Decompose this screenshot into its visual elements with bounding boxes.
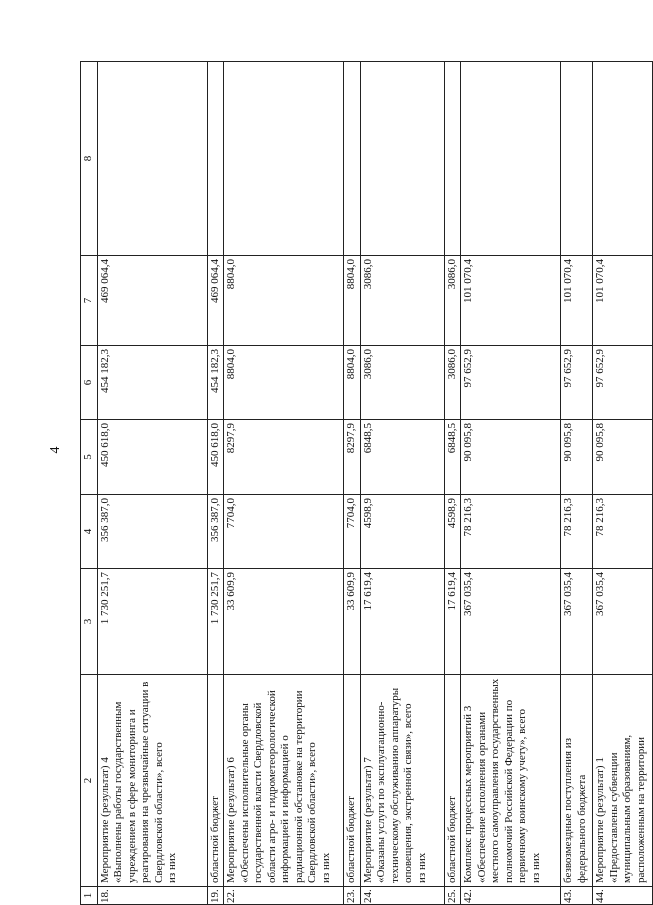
value-col-8 (444, 62, 461, 256)
value-col-5: 6848,5 (360, 420, 444, 495)
value-col-7: 3086,0 (360, 256, 444, 346)
value-col-5: 8297,9 (224, 420, 344, 495)
page-number: 4 (48, 446, 63, 454)
table-row (461, 62, 561, 905)
value-col-7: 8804,0 (224, 256, 344, 346)
value-col-8 (207, 62, 224, 256)
row-name: областной бюджет (207, 675, 224, 887)
header-cell-5: 5 (81, 420, 98, 495)
value-col-6: 3086,0 (360, 346, 444, 420)
row-number: 25. (444, 887, 461, 905)
value-col-7: 3086,0 (444, 256, 461, 346)
row-number: 42. (461, 887, 561, 905)
value-col-4: 356 387,0 (207, 495, 224, 569)
header-row (81, 62, 98, 905)
row-name: безвозмездные поступления из федерального бюджета (561, 675, 593, 887)
row-number: 23. (344, 887, 361, 905)
row-number: 44. (593, 887, 653, 905)
value-col-7: 101 070,4 (561, 256, 593, 346)
row-name: областной бюджет (444, 675, 461, 887)
value-col-6: 97 652,9 (561, 346, 593, 420)
header-cell-4: 4 (81, 495, 98, 569)
header-cell-7: 7 (81, 256, 98, 346)
value-col-6: 8804,0 (344, 346, 361, 420)
value-col-8 (360, 62, 444, 256)
value-col-7: 8804,0 (344, 256, 361, 346)
value-col-4: 7704,0 (344, 495, 361, 569)
value-col-8 (593, 62, 653, 256)
value-col-6: 454 182,3 (97, 346, 207, 420)
table-row (561, 62, 593, 905)
value-col-5: 450 618,0 (207, 420, 224, 495)
value-col-3: 33 609,9 (224, 569, 344, 675)
rotated-table-wrapper (80, 62, 647, 905)
value-col-8 (344, 62, 361, 256)
row-name: областной бюджет (344, 675, 361, 887)
value-col-4: 4598,9 (444, 495, 461, 569)
value-col-4: 78 216,3 (561, 495, 593, 569)
value-col-6: 97 652,9 (593, 346, 653, 420)
value-col-4: 78 216,3 (461, 495, 561, 569)
value-col-5: 90 095,8 (461, 420, 561, 495)
row-name: Комплекс процессных мероприятий 3 «Обеспечение исполнения органами местного самоуправления государственных полномочий Российской Федерации по первичному воинскому учету», всего из них (461, 675, 561, 887)
header-cell-8: 8 (81, 62, 98, 256)
row-number: 43. (561, 887, 593, 905)
value-col-7: 469 064,4 (97, 256, 207, 346)
table-row (344, 62, 361, 905)
value-col-7: 469 064,4 (207, 256, 224, 346)
value-col-3: 367 035,4 (561, 569, 593, 675)
value-col-4: 4598,9 (360, 495, 444, 569)
row-name: Мероприятие (результат) 6 «Обеспечены исполнительные органы государственной власти Свердловской области агро- и гидрометеорологической информацией и информацией о радиационной обстановке на территории Свердловской области», всего из них (224, 675, 344, 887)
row-number: 19. (207, 887, 224, 905)
table-row (593, 62, 653, 905)
row-number: 18. (97, 887, 207, 905)
header-cell-3: 3 (81, 569, 98, 675)
value-col-5: 90 095,8 (561, 420, 593, 495)
value-col-3: 33 609,9 (344, 569, 361, 675)
value-col-8 (561, 62, 593, 256)
value-col-6: 97 652,9 (461, 346, 561, 420)
value-col-3: 1 730 251,7 (207, 569, 224, 675)
table-row (444, 62, 461, 905)
table-row (97, 62, 207, 905)
value-col-5: 6848,5 (444, 420, 461, 495)
value-col-6: 454 182,3 (207, 346, 224, 420)
value-col-5: 450 618,0 (97, 420, 207, 495)
value-col-4: 356 387,0 (97, 495, 207, 569)
row-name: Мероприятие (результат) 7 «Оказаны услуги по эксплуатационно-техническому обслуживанию аппаратуры оповещения, экстренной связи», всего из них (360, 675, 444, 887)
value-col-8 (461, 62, 561, 256)
table-row (224, 62, 344, 905)
row-number: 22. (224, 887, 344, 905)
row-number: 24. (360, 887, 444, 905)
value-col-4: 78 216,3 (593, 495, 653, 569)
row-name: Мероприятие (результат) 4 «Выполнены работы государственным учреждением в сфере мониторинга и реагирования на чрезвычайные ситуации в Свердловской области», всего из них (97, 675, 207, 887)
header-cell-2: 2 (81, 675, 98, 887)
row-name: Мероприятие (результат) 1 «Предоставлены субвенции муниципальным образованиям, расположенным на территории (593, 675, 653, 887)
table-stage (80, 62, 647, 905)
budget-table (80, 61, 653, 905)
value-col-6: 8804,0 (224, 346, 344, 420)
value-col-3: 17 619,4 (444, 569, 461, 675)
table-row (207, 62, 224, 905)
value-col-5: 90 095,8 (593, 420, 653, 495)
header-cell-1: 1 (81, 887, 98, 905)
value-col-7: 101 070,4 (461, 256, 561, 346)
value-col-7: 101 070,4 (593, 256, 653, 346)
value-col-3: 367 035,4 (593, 569, 653, 675)
value-col-6: 3086,0 (444, 346, 461, 420)
value-col-5: 8297,9 (344, 420, 361, 495)
value-col-8 (97, 62, 207, 256)
value-col-3: 1 730 251,7 (97, 569, 207, 675)
header-cell-6: 6 (81, 346, 98, 420)
value-col-3: 367 035,4 (461, 569, 561, 675)
value-col-4: 7704,0 (224, 495, 344, 569)
value-col-3: 17 619,4 (360, 569, 444, 675)
value-col-8 (224, 62, 344, 256)
table-row (360, 62, 444, 905)
